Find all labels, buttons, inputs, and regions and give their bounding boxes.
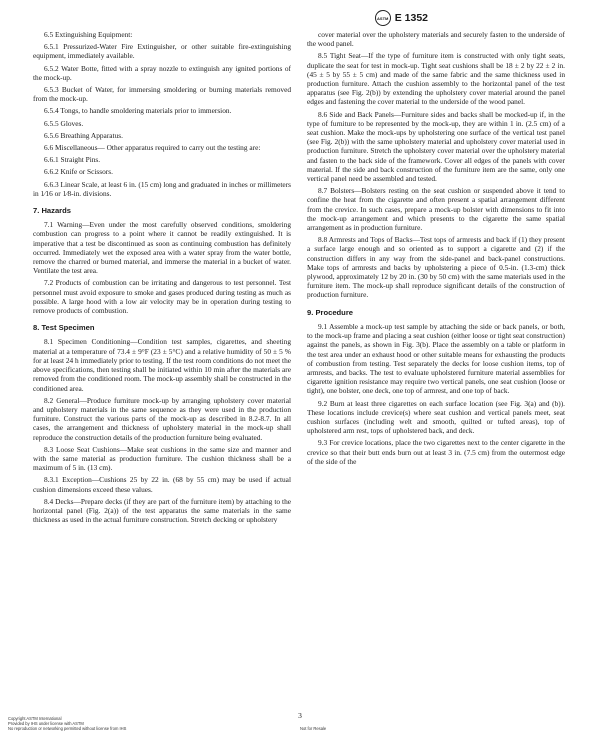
paragraph: 6.6.3 Linear Scale, at least 6 in. (15 cm) long and graduated in inches or millimeters in 1⁄16 or 1⁄8-in. divisions.: [33, 179, 291, 198]
paragraph: 6.5.3 Bucket of Water, for immersing smoldering or burning materials removed from the mock-up.: [33, 85, 291, 104]
copyright-footer: [8, 716, 126, 732]
section-heading: 7. Hazards: [33, 206, 71, 216]
left-column: [33, 30, 291, 524]
section-heading: 8. Test Specimen: [33, 323, 95, 333]
astm-logo-icon: [375, 10, 391, 26]
paragraph: 6.5.5 Gloves.: [44, 118, 84, 128]
document-header: [375, 10, 428, 26]
paragraph: 8.3 Loose Seat Cushions—Make seat cushions in the same size and manner and with the same material as production furniture. The cushion thickness shall be a maximum of 5 in. (13 cm).: [33, 444, 291, 473]
page-number: 3: [298, 711, 302, 720]
footer-line: Copyright ASTM International: [8, 716, 62, 721]
document-id: E 1352: [394, 12, 428, 24]
paragraph: 6.5.4 Tongs, to handle smoldering materials prior to immersion.: [44, 106, 232, 116]
right-column: [307, 30, 565, 466]
paragraph: 6.5.6 Breathing Apparatus.: [44, 130, 123, 140]
not-for-resale-note: Not for Resale: [300, 726, 327, 731]
paragraph: 6.6.2 Knife or Scissors.: [44, 167, 113, 177]
paragraph: 8.3.1 Exception—Cushions 25 by 22 in. (68 by 55 cm) may be used if actual cushion dimensions exceed these values.: [33, 475, 291, 494]
paragraph: 7.1 Warning—Even under the most carefully observed conditions, smoldering combustion can progress to a point where it cannot be readily extinguished. It is imperative that a test be discontinued as soon as continuing combustion has definitely occurred. Immediately wet the exposed area with a water spray from the water bottle, remove the charred or burned material, and immerse the material in a bucket of water. Ventilate the test area.: [33, 220, 291, 276]
paragraph: 8.7 Bolsters—Bolsters resting on the seat cushion or suspended above it tend to confine the heat from the cigarette and often present a spatial arrangement different from the crevice. In such cases, prepare a mock-up bolster with dimensions to fit into the mock-up arrangement and which presents to the cigarette the same spatial arrangement as in production furniture.: [307, 186, 565, 233]
paragraph: 8.4 Decks—Prepare decks (if they are part of the furniture item) by attaching to the horizontal panel (Fig. 2(a)) of the test apparatus the same materials in the same thickness as used in the actual furniture construction. Stretch decking or upholstery: [33, 496, 291, 525]
paragraph: 8.1 Specimen Conditioning—Condition test samples, cigarettes, and sheeting material at a temperature of 73.4 ± 9°F (23 ± 5°C) and a relative humidity of 50 ± 5 % for at least 24 h immediately prior to testing. If the test room conditions do not meet the above specifications, then testing shall be initiated within 10 min after the materials are removed from the conditioned room. The mock-up assembly shall be constructed in the conditioned area.: [33, 337, 291, 393]
paragraph: 9.3 For crevice locations, place the two cigarettes next to the center cigarette in the crevice so that their butt ends burn out at least 3 in. (7.5 cm) from the outermost edge of the side of the: [307, 438, 565, 466]
logo-text: ASTM: [377, 15, 389, 21]
paragraph: 6.5 Extinguishing Equipment:: [44, 30, 133, 39]
paragraph: 7.2 Products of combustion can be irritating and dangerous to test personnel. Test personnel must avoid exposure to smoke and gases produced during testing as much as possible. A large hood with a low air velocity may be in operation during testing to remove products of combustion.: [33, 278, 291, 316]
footer-line: No reproduction or networking permitted without license from IHS: [8, 726, 127, 732]
paragraph: 6.6 Miscellaneous— Other apparatus required to carry out the testing are:: [44, 143, 261, 153]
paragraph: 9.1 Assemble a mock-up test sample by attaching the side or back panels, or both, to the mock-up frame and placing a seat cushion (either loose or tight seat construction) against the panels, as shown in Fig. 3(b). Place the assembly on a table or platform in the test area under an exhaust hood or other suitable means for exhausting the products of combustion from testing. Test separately the decks for loose cushion items, top of armrests, and backs. The test to evaluate upholstered furniture material assemblies for cigarette ignition resistance may require two vertical panels, one seat cushion (loose or tight), one bolster, one deck, one top of armrest, and one top of back.: [307, 321, 565, 396]
paragraph: 8.6 Side and Back Panels—Furniture sides and backs shall be mocked-up if, in the type of furniture to be represented by the mock-up, they are within 1 in. (2.5 cm) of a seat cushion. Make the mock-ups by upholstering one surface of the vertical test panel (see Fig. 2(b)) with the same upholstery material and upholstery cover material used in production furniture. Stretch the upholstery cover material over the upholstery material and fasten to the back side of the framework. Cover all edges of the panels with cover material. If the side and back construction of the furniture item are the same, only one vertical panel need be assembled and tested.: [307, 109, 565, 184]
paragraph: 8.2 General—Produce furniture mock-up by arranging upholstery cover material and upholstery materials in the same sequence as they were used in the production furniture. Construct the various parts of the mock-up as described in 8.2-8.7. In all cases, the arrangement and thickness of upholstery material in the mock-up shall reproduce the construction details of the production furniture being evaluated.: [33, 395, 291, 442]
paragraph: cover material over the upholstery materials and securely fasten to the underside of the wood panel.: [307, 30, 565, 49]
paragraph: 6.5.1 Pressurized-Water Fire Extinguisher, or other suitable fire-extinguishing equipment, immediately available.: [33, 42, 291, 61]
paragraph: 6.5.2 Water Botte, fitted with a spray nozzle to extinguish any ignited portions of the mock-up.: [33, 63, 291, 82]
paragraph: 8.5 Tight Seat—If the type of furniture item is constructed with only tight seats, duplicate the seat for test in mock-up. Tight seat cushions shall be 18 ± 2 by 22 ± 2 in. (45 ± 5 by 55 ± 5 cm) and made of the same fabric and the same thickness used in production furniture. Attach the cushion assembly to the horizontal panel of the test apparatus (see Fig. 2(b)) by extending the upholstery cover material around the panel edges and fastening the cover material to the underside of the wood panel.: [307, 51, 565, 107]
section-heading: 9. Procedure: [307, 307, 354, 317]
paragraph: 6.6.1 Straight Pins.: [44, 155, 101, 165]
paragraph: 9.2 Burn at least three cigarettes on each surface location (see Fig. 3(a) and (b)). These locations include crevice(s) where seat cushion and vertical panels meet, seat cushion surfaces (including welt and smooth, quilted or tufted areas), top of upholstered arm rest, tops of upholstered back, and deck.: [307, 398, 565, 436]
footer-line: Provided by IHS under license with ASTM: [8, 721, 84, 727]
paragraph: 8.8 Armrests and Tops of Backs—Test tops of armrests and back if (1) they present a surface large enough and so oriented as to support a cigarette and (2) if the construction differs in any way from the side-panel and back-panel constructions. Make tops of armrests and backs by upholstering a piece of 0.5-in. (1.3-cm) thick plywood, approximately 12 by 20 in. (30 by 50 cm) with the same materials used in the furniture item. The mock-up shall reproduce significant details of the construction of production furniture.: [307, 235, 565, 300]
